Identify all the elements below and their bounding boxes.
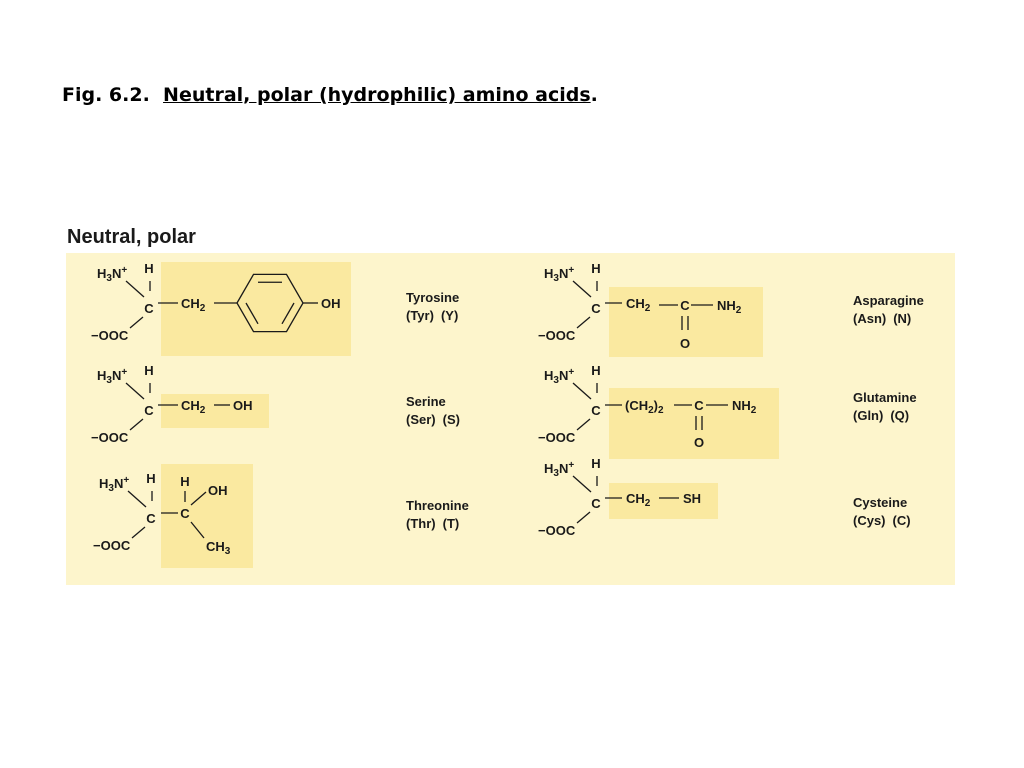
asparagine-nh2-label: NH2 [717, 298, 742, 316]
serine-oh-label: OH [233, 398, 253, 413]
asparagine-code-label: (Asn) (N) [853, 311, 912, 326]
asparagine-alpha-h-label: H [591, 261, 601, 276]
glutamine-ch2-label: (CH2)2 [625, 398, 664, 416]
threonine-carboxyl-label: −OOC [93, 538, 131, 553]
cysteine-ch2-label: CH2 [626, 491, 651, 509]
serine-code-label: (Ser) (S) [406, 412, 460, 427]
serine-alpha-carbon-label: C [144, 403, 154, 418]
caption-subject: Neutral, polar (hydrophilic) amino acids [163, 84, 591, 106]
threonine-alpha-carbon-label: C [146, 511, 156, 526]
threonine-beta-h-label: H [180, 474, 190, 489]
glutamine-alpha-h-label: H [591, 363, 601, 378]
cysteine-alpha-h-label: H [591, 456, 601, 471]
threonine-ch3-label: CH3 [206, 539, 231, 557]
serine-amine-label: H3N+ [97, 367, 128, 386]
glutamine-code-label: (Gln) (Q) [853, 408, 910, 423]
tyrosine-code-label: (Tyr) (Y) [406, 308, 459, 323]
tyrosine-carboxyl-label: −OOC [91, 328, 129, 343]
glutamine-carboxyl-label: −OOC [538, 430, 576, 445]
threonine-alpha-h-label: H [146, 471, 156, 486]
cysteine-name-label: Cysteine [853, 495, 908, 510]
tyrosine-alpha-carbon-label: C [144, 301, 154, 316]
cysteine-amine-label: H3N+ [544, 460, 575, 479]
asparagine-ch2-label: CH2 [626, 296, 651, 314]
threonine-code-label: (Thr) (T) [406, 516, 460, 531]
asparagine-alpha-carbon-label: C [591, 301, 601, 316]
panel-heading: Neutral, polar [67, 226, 196, 248]
cysteine-alpha-carbon-label: C [591, 496, 601, 511]
glutamine-alpha-carbon-label: C [591, 403, 601, 418]
tyrosine-name-label: Tyrosine [406, 290, 460, 305]
cysteine-carboxyl-label: −OOC [538, 523, 576, 538]
serine-ch2-label: CH2 [181, 398, 206, 416]
asparagine-carboxyl-label: −OOC [538, 328, 576, 343]
asparagine-name-label: Asparagine [853, 293, 924, 308]
tyrosine-ch2-label: CH2 [181, 296, 206, 314]
tyrosine-oh-label: OH [321, 296, 341, 311]
caption-prefix: Fig. 6.2. [62, 84, 150, 106]
asparagine-amine-label: H3N+ [544, 265, 575, 284]
tyrosine-amine-label: H3N+ [97, 265, 128, 284]
threonine-name-label: Threonine [406, 498, 469, 513]
serine-alpha-h-label: H [144, 363, 154, 378]
glutamine-amine-label: H3N+ [544, 367, 575, 386]
threonine-amine-label: H3N+ [99, 475, 130, 494]
serine-side-chain-box [161, 394, 269, 428]
glutamine-name-label: Glutamine [853, 390, 917, 405]
cysteine-code-label: (Cys) (C) [853, 513, 911, 528]
asparagine-amide-c-label: C [680, 298, 690, 313]
glutamine-nh2-label: NH2 [732, 398, 757, 416]
glutamine-o-label: O [693, 435, 705, 450]
serine-carboxyl-label: −OOC [91, 430, 129, 445]
cysteine-sh-label: SH [683, 491, 702, 506]
threonine-beta-carbon-label: C [180, 506, 190, 521]
tyrosine-alpha-h-label: H [144, 261, 154, 276]
caption-end: . [590, 84, 598, 106]
glutamine-amide-c-label: C [694, 398, 704, 413]
threonine-oh-label: OH [208, 483, 228, 498]
asparagine-o-label: O [679, 336, 691, 351]
serine-name-label: Serine [406, 394, 446, 409]
